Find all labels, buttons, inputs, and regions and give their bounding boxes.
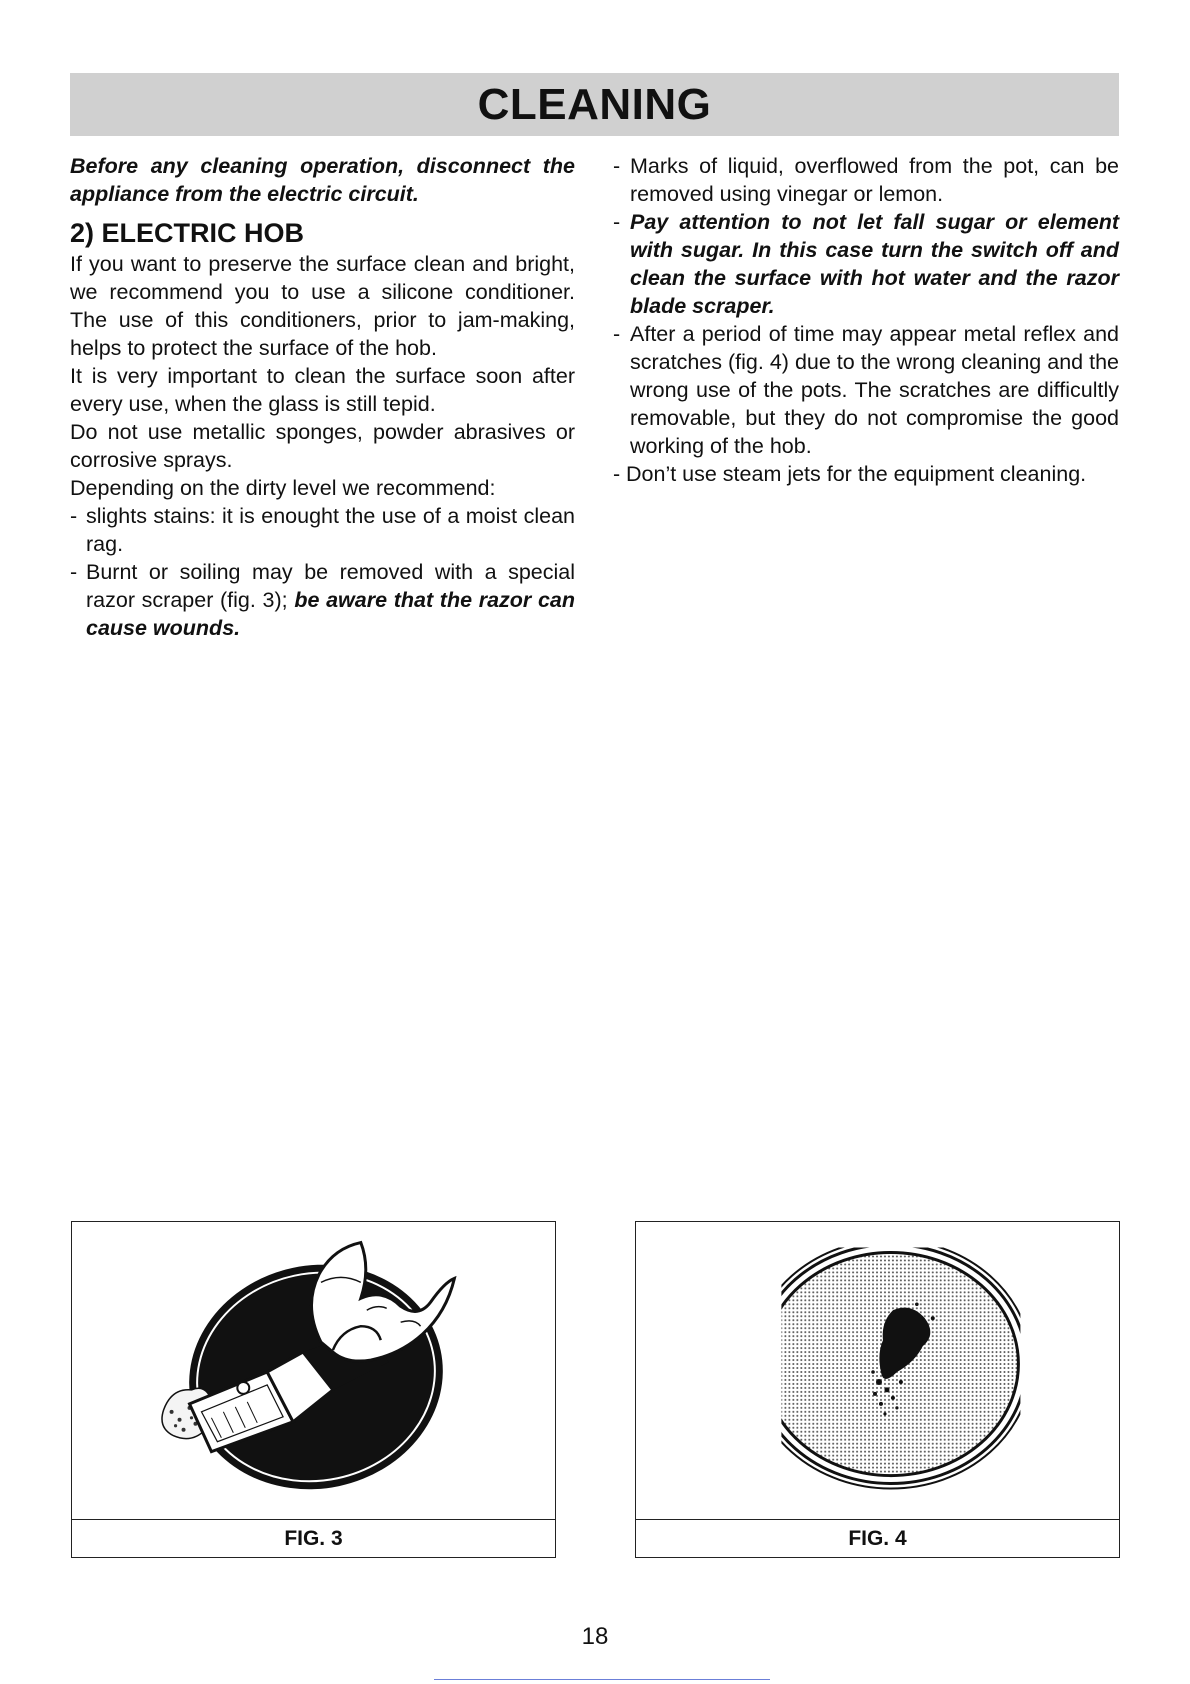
list-text: After a period of time may appear metal reflex and scratches (fig. 4) due to the wrong cleaning and the wrong use of the pots. The scratches are difficultly removable, but they do not compromise the good working of the hob. [630,322,1119,458]
list-text: slights stains: it is enought the use of a moist clean rag. [86,504,575,556]
list-text-container [86,558,575,642]
right-column [613,152,1119,488]
paragraph: Do not use metallic sponges, powder abrasives or corrosive sprays. [70,420,575,472]
figure-caption: FIG. 4 [636,1519,1119,1557]
list-item [613,320,1119,460]
list-text: Don’t use steam jets for the equipment cleaning. [626,462,1087,486]
list-item [70,558,575,642]
list-dash: - [70,560,78,584]
list-warning-text: be aware that the razor can cause wounds. [86,588,576,640]
list-item [70,502,575,558]
list-text: Burnt or soiling may be removed with a special razor scraper (fig. 3); [86,560,575,612]
paragraph: If you want to preserve the surface clean and bright, we recommend you to use a silicone conditioner. The use of this conditioners, prior to jam-making, helps to protect the surface of the hob. [70,252,575,360]
section-title: 2) ELECTRIC HOB [70,218,305,248]
list-dash: - [70,504,78,528]
figure-caption: FIG. 3 [72,1519,555,1557]
figure-3 [71,1221,556,1558]
left-column [70,152,575,642]
paragraph: It is very important to clean the surface soon after every use, when the glass is still tepid. [70,364,575,416]
list-item [613,460,1119,488]
paragraph: Depending on the dirty level we recommend: [70,476,496,500]
bottom-divider [434,1679,770,1680]
list-item [613,208,1119,320]
page-number: 18 [581,1623,609,1650]
list-dash: - [613,154,621,178]
page-title: CLEANING [477,79,712,129]
list-dash: - [613,210,621,234]
figure-4 [635,1221,1120,1558]
scratched-hob-illustration-icon [636,1222,1119,1521]
page-header [70,73,1119,136]
safety-warning: Before any cleaning operation, disconnect the appliance from the electric circuit. [70,154,575,206]
list-item [613,152,1119,208]
list-warning-text: Pay attention to not let fall sugar or element with sugar. In this case turn the switch off and clean the surface with hot water and the razor blade scraper. [630,210,1119,318]
list-text: Marks of liquid, overflowed from the pot, can be removed using vinegar or lemon. [630,154,1119,206]
list-dash: - [613,322,621,346]
list-dash: - [613,462,621,486]
razor-scraper-illustration-icon [72,1222,555,1521]
